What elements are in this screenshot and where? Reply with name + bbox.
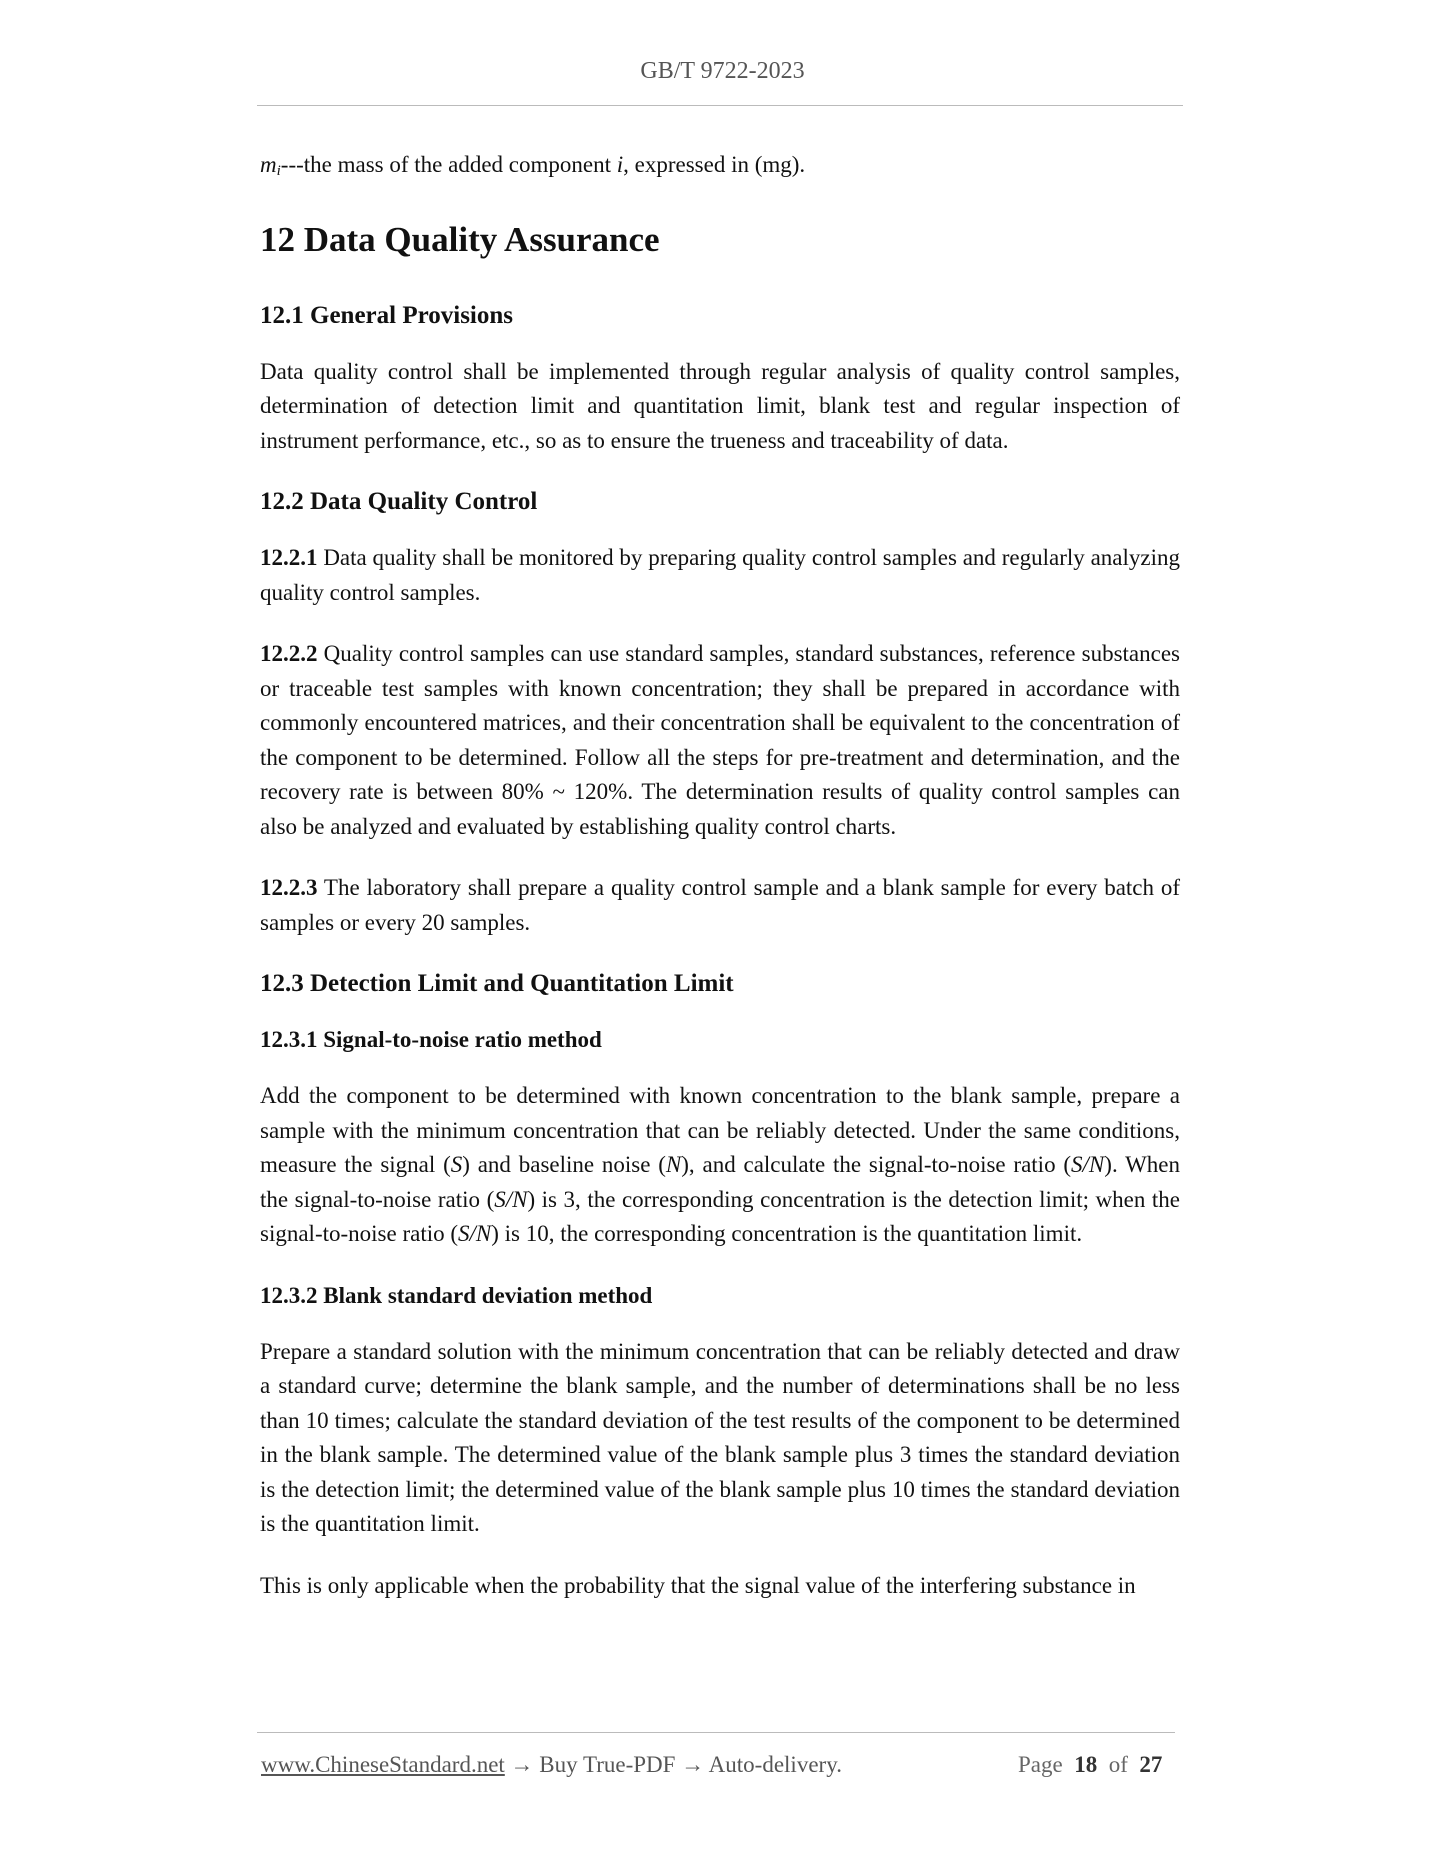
text-run: ) is 10, the corresponding concentration is the quantitation limit. xyxy=(491,1221,1083,1246)
text-run: ). When the signal-to-noise ratio ( xyxy=(260,1152,1180,1212)
clause-text: Quality control samples can use standard samples, standard substances, reference substances or traceable test samples with known concentration; they shall be prepared in accordance with commonly encountered matrices, and their concentration shall be equivalent to the concentration of the component to be determined. Follow all the steps for pre-treatment and determination, and the recovery rate is between 80% ~ 120%. The determination results of quality control samples can also be analyzed and evaluated by establishing quality control charts. xyxy=(260,641,1180,839)
page-number: 18 xyxy=(1074,1752,1098,1777)
clause-12-2-1 xyxy=(260,541,1180,610)
symbol-s: S xyxy=(450,1152,463,1177)
delivery-text: Auto-delivery. xyxy=(708,1752,842,1777)
section-12-3-heading: 12.3 Detection Limit and Quantitation Limit xyxy=(260,970,734,997)
content-body xyxy=(260,148,1180,1630)
page-indicator xyxy=(1018,1752,1162,1778)
footer-promo xyxy=(261,1752,842,1778)
section-12-1-heading: 12.1 General Provisions xyxy=(260,301,514,329)
text-run: ), and calculate the signal-to-noise ratio ( xyxy=(681,1152,1072,1177)
definition-text-b: , expressed in (mg). xyxy=(623,152,806,177)
section-12-2-heading: 12.2 Data Quality Control xyxy=(260,488,538,515)
page-total: 27 xyxy=(1139,1752,1163,1777)
text-run: Add the component to be determined with known concentration to the blank sample, prepare a sample with the minimum concentration that can be reliably detected. Under the same conditions, measure the signal ( xyxy=(260,1083,1180,1177)
of-label: of xyxy=(1108,1752,1128,1777)
page-label: Page xyxy=(1018,1752,1063,1777)
section-12-3-1-paragraph xyxy=(260,1079,1180,1252)
arrow-icon: → xyxy=(510,1752,534,1777)
site-link[interactable]: www.ChineseStandard.net xyxy=(261,1752,505,1777)
text-run: ) and baseline noise ( xyxy=(462,1152,666,1177)
symbol-n: N xyxy=(665,1152,682,1177)
clause-text: The laboratory shall prepare a quality control sample and a blank sample for every batch of samples or every 20 samples. xyxy=(260,875,1180,935)
symbol-sn: S/N xyxy=(1071,1152,1105,1177)
section-12-3-1-heading: 12.3.1 Signal-to-noise ratio method xyxy=(260,1027,602,1052)
symbol-m: m xyxy=(260,152,277,177)
symbol-sn: S/N xyxy=(494,1186,528,1212)
variable-i: i xyxy=(616,152,624,177)
section-12-3-2-paragraph: Prepare a standard solution with the minimum concentration that can be reliably detected and draw a standard curve; determine the blank sample, and the number of determinations shall be no less than 10 times; calculate the standard deviation of the test results of the component to be determined in the blank sample. The determined value of the blank sample plus 3 times the standard deviation is the detection limit; the determined value of the blank sample plus 10 times the standard deviation is the quantitation limit. xyxy=(260,1338,1180,1536)
section-12-3-2-heading: 12.3.2 Blank standard deviation method xyxy=(260,1282,653,1308)
clause-number: 12.2.3 xyxy=(260,875,318,900)
section-12-heading: 12 Data Quality Assurance xyxy=(260,219,660,259)
arrow-icon: → xyxy=(681,1752,705,1777)
clause-number: 12.2.2 xyxy=(260,641,318,666)
section-12-3-2-paragraph-continued: This is only applicable when the probability that the signal value of the interfering substance in xyxy=(260,1572,1136,1598)
text-run: ) is 3, the corresponding concentration is the detection limit; when the signal-to-noise ratio ( xyxy=(260,1186,1180,1246)
header-divider xyxy=(257,105,1183,106)
symbol-subscript: i xyxy=(276,163,281,179)
variable-definition xyxy=(260,148,1180,189)
clause-12-2-2 xyxy=(260,637,1180,844)
definition-text-a: ---the mass of the added component xyxy=(280,152,617,177)
header-title: GB/T 9722-2023 xyxy=(640,58,805,84)
footer-divider xyxy=(257,1732,1175,1733)
clause-text: Data quality shall be monitored by preparing quality control samples and regularly analyzing quality control samples. xyxy=(260,545,1180,605)
section-12-1-paragraph: Data quality control shall be implemented through regular analysis of quality control samples, determination of detection limit and quantitation limit, blank test and regular inspection of instrument performance, etc., so as to ensure the trueness and traceability of data. xyxy=(260,358,1180,453)
buy-text: Buy True-PDF xyxy=(539,1752,676,1777)
symbol-sn: S/N xyxy=(458,1221,492,1246)
clause-12-2-3 xyxy=(260,871,1180,940)
clause-number: 12.2.1 xyxy=(260,545,318,570)
